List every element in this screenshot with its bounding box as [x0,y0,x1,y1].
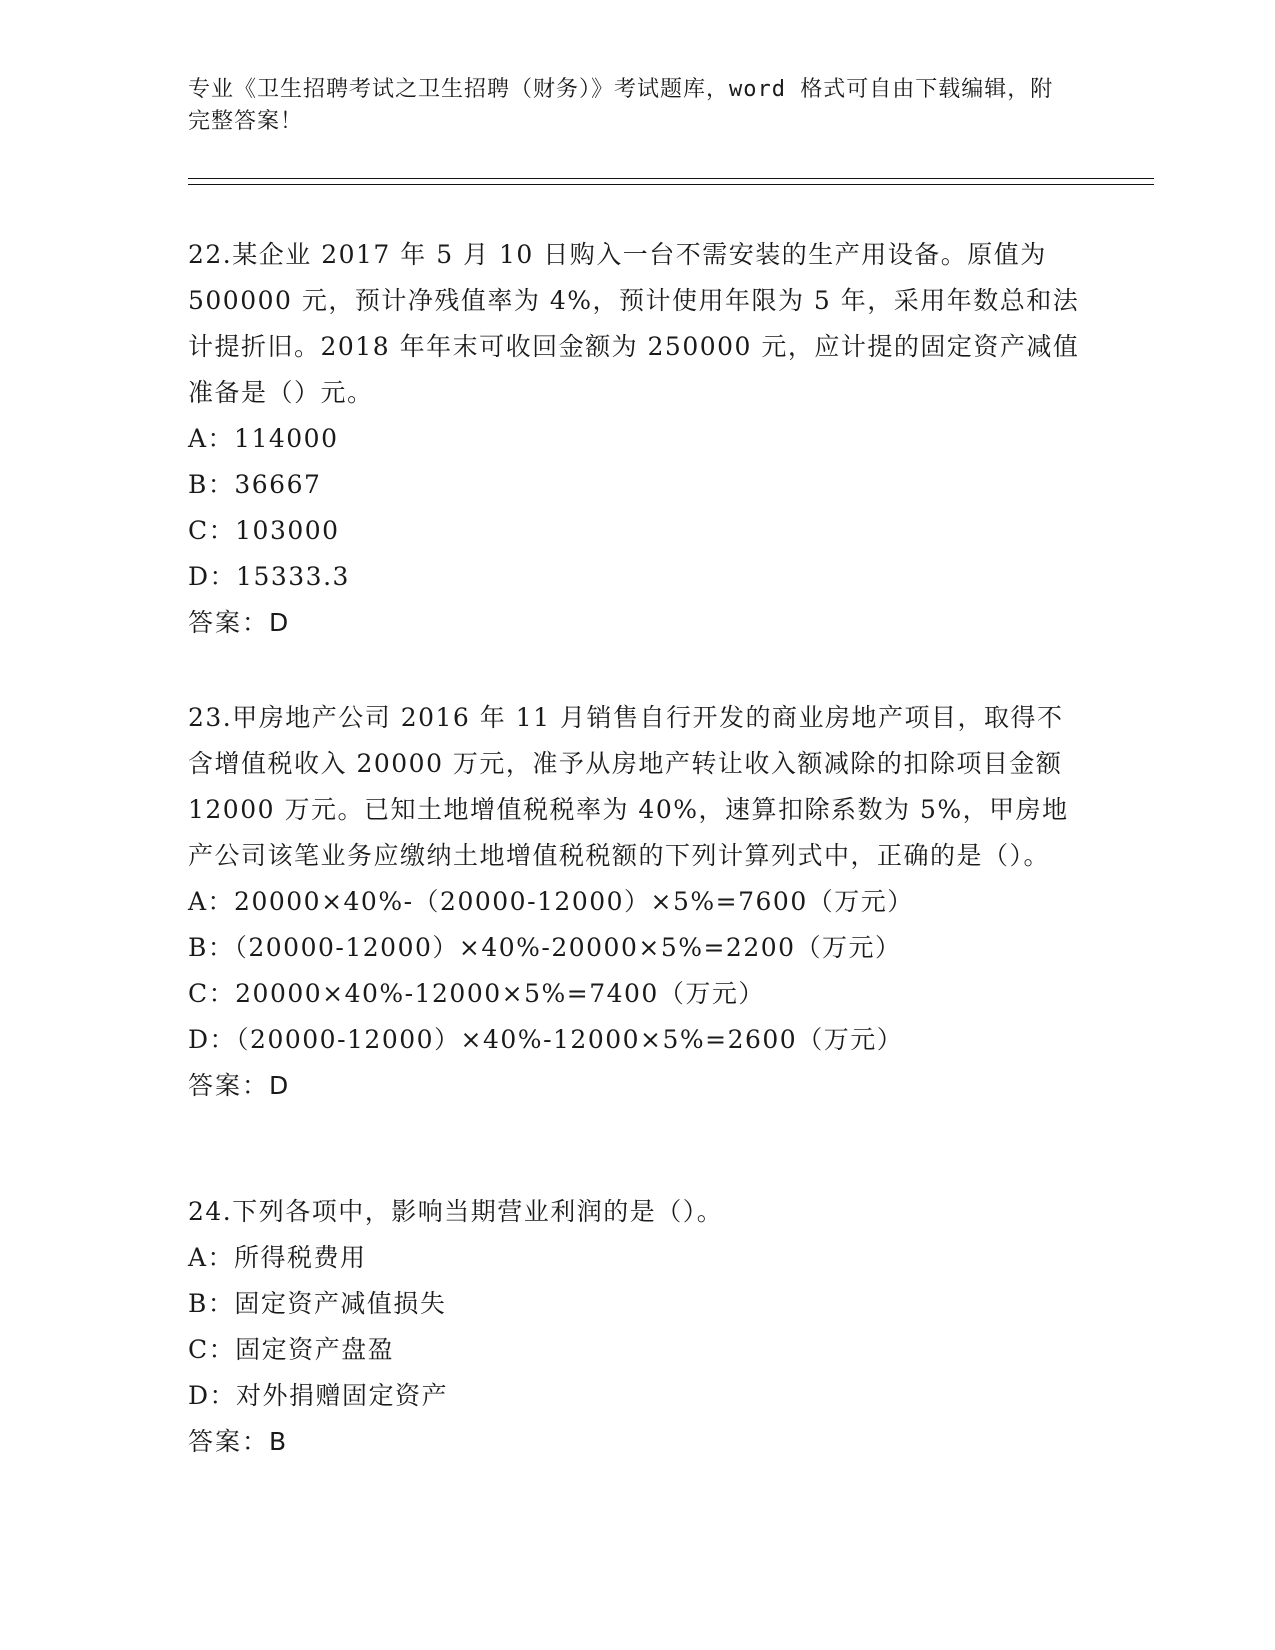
option-a: A：114000 [188,424,339,453]
question-23 [188,695,1088,1109]
option-b: B：固定资产减值损失 [188,1289,447,1318]
option-c: C：103000 [188,516,340,545]
document-header: 专业《卫生招聘考试之卫生招聘（财务）》考试题库，word 格式可自由下载编辑，附完整答案！ [188,77,1054,134]
option-b: B：36667 [188,470,322,499]
question-stem: 22.某企业 2017 年 5 月 10 日购入一台不需安装的生产用设备。原值为 500000 元，预计净残值率为 4%，预计使用年限为 5 年，采用年数总和法计提折旧。2018 年年末可收回金额为 250000 元，应计提的固定资产减值准备是（）元。 [188,240,1080,407]
answer: 答案：D [188,608,291,637]
answer: 答案：B [188,1427,289,1456]
header-divider-bottom [188,184,1154,185]
option-d: D：15333.3 [188,562,350,591]
question-stem: 24.下列各项中，影响当期营业利润的是（）。 [188,1197,724,1226]
option-d: D：对外捐赠固定资产 [188,1381,449,1410]
option-c: C：固定资产盘盈 [188,1335,395,1364]
answer: 答案：D [188,1071,291,1100]
option-a: A：20000×40%-（20000-12000）×5%=7600（万元） [188,887,914,916]
question-24 [188,1189,1088,1465]
question-stem: 23.甲房地产公司 2016 年 11 月销售自行开发的商业房地产项目，取得不含增值税收入 20000 万元，准予从房地产转让收入额减除的扣除项目金额 12000 万元。已知土地增值税税率为 40%，速算扣除系数为 5%，甲房地产公司该笔业务应缴纳土地增值税税额的下列计算列式中，正确的是（）。 [188,703,1069,870]
option-a: A：所得税费用 [188,1243,367,1272]
option-c: C：20000×40%-12000×5%=7400（万元） [188,979,765,1008]
question-22 [188,232,1088,646]
header-divider-top [188,178,1154,179]
option-d: D：（20000-12000）×40%-12000×5%=2600（万元） [188,1025,904,1054]
option-b: B：（20000-12000）×40%-20000×5%=2200（万元） [188,933,902,962]
